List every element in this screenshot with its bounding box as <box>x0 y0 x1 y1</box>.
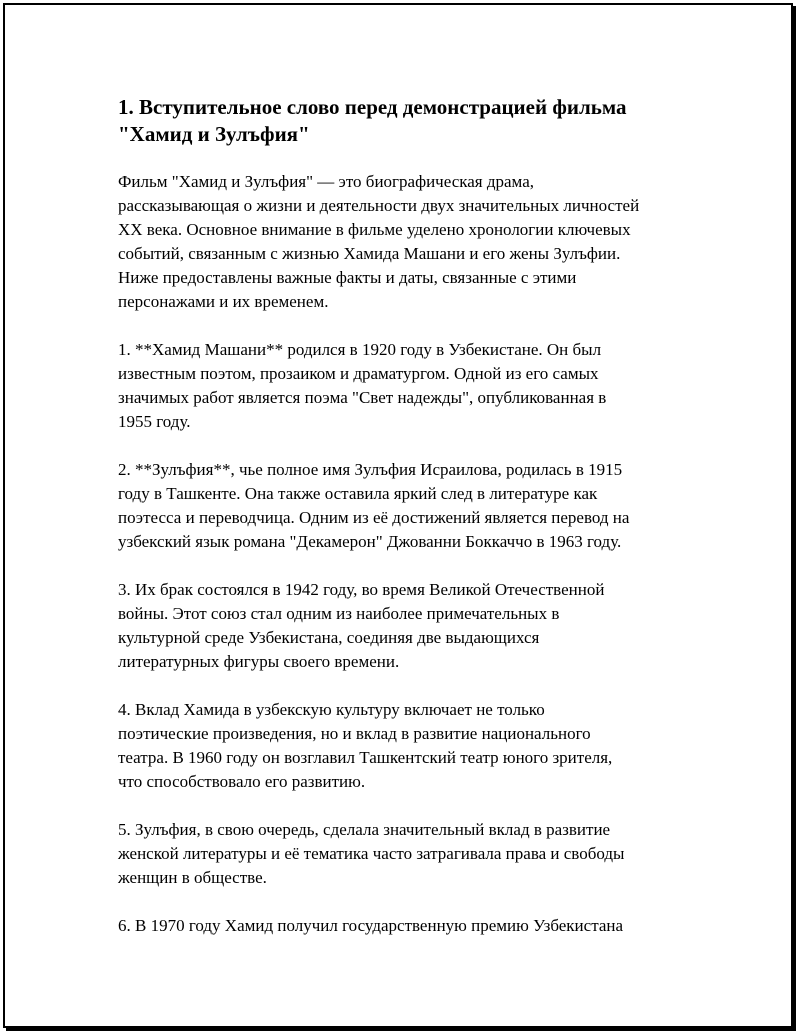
text-line: поэтесса и переводчица. Одним из её достижений является перевод на <box>118 508 630 527</box>
text-line: значимых работ является поэма "Свет надежды", опубликованная в <box>118 388 607 407</box>
text-line: культурной среде Узбекистана, соединяя две выдающихся <box>118 628 540 647</box>
document-body <box>118 94 678 962</box>
text-line: году в Ташкенте. Она также оставила яркий след в литературе как <box>118 484 598 503</box>
document-heading <box>118 94 678 148</box>
text-line: XX века. Основное внимание в фильме уделено хронологии ключевых <box>118 220 631 239</box>
text-line: 1955 году. <box>118 412 191 431</box>
text-line: женской литературы и её тематика часто затрагивала права и свободы <box>118 844 625 863</box>
heading-line: "Хамид и Зулъфия" <box>118 122 310 146</box>
text-line: рассказывающая о жизни и деятельности двух значительных личностей <box>118 196 640 215</box>
text-line: литературных фигуры своего времени. <box>118 652 400 671</box>
text-line: Фильм "Хамид и Зулъфия" — это биографическая драма, <box>118 172 534 191</box>
text-line: поэтические произведения, но и вклад в развитие национального <box>118 724 591 743</box>
text-line: 4. Вклад Хамида в узбекскую культуру включает не только <box>118 700 545 719</box>
text-line: что способствовало его развитию. <box>118 772 366 791</box>
text-line: событий, связанным с жизнью Хамида Машани и его жены Зулъфии. <box>118 244 621 263</box>
list-paragraph-4 <box>118 698 678 794</box>
text-line: известным поэтом, прозаиком и драматургом. Одной из его самых <box>118 364 599 383</box>
text-line: театра. В 1960 году он возглавил Ташкентский театр юного зрителя, <box>118 748 613 767</box>
list-paragraph-2 <box>118 458 678 554</box>
text-line: 5. Зулъфия, в свою очередь, сделала значительный вклад в развитие <box>118 820 611 839</box>
text-line: персонажами и их временем. <box>118 292 329 311</box>
text-line: Ниже предоставлены важные факты и даты, связанные с этими <box>118 268 577 287</box>
intro-paragraph <box>118 170 678 314</box>
text-line: узбекский язык романа "Декамерон" Джованни Боккаччо в 1963 году. <box>118 532 622 551</box>
text-line: женщин в обществе. <box>118 868 267 887</box>
text-line: 3. Их брак состоялся в 1942 году, во время Великой Отечественной <box>118 580 605 599</box>
list-paragraph-3 <box>118 578 678 674</box>
list-paragraph-1 <box>118 338 678 434</box>
text-line: 2. **Зулъфия**, чье полное имя Зулъфия Исраилова, родилась в 1915 <box>118 460 623 479</box>
list-paragraph-6 <box>118 914 678 938</box>
text-line: войны. Этот союз стал одним из наиболее примечательных в <box>118 604 560 623</box>
text-line: 1. **Хамид Машани** родился в 1920 году в Узбекистане. Он был <box>118 340 602 359</box>
heading-line: 1. Вступительное слово перед демонстрацией фильма <box>118 95 627 119</box>
list-paragraph-5 <box>118 818 678 890</box>
text-line: 6. В 1970 году Хамид получил государственную премию Узбекистана <box>118 916 624 935</box>
